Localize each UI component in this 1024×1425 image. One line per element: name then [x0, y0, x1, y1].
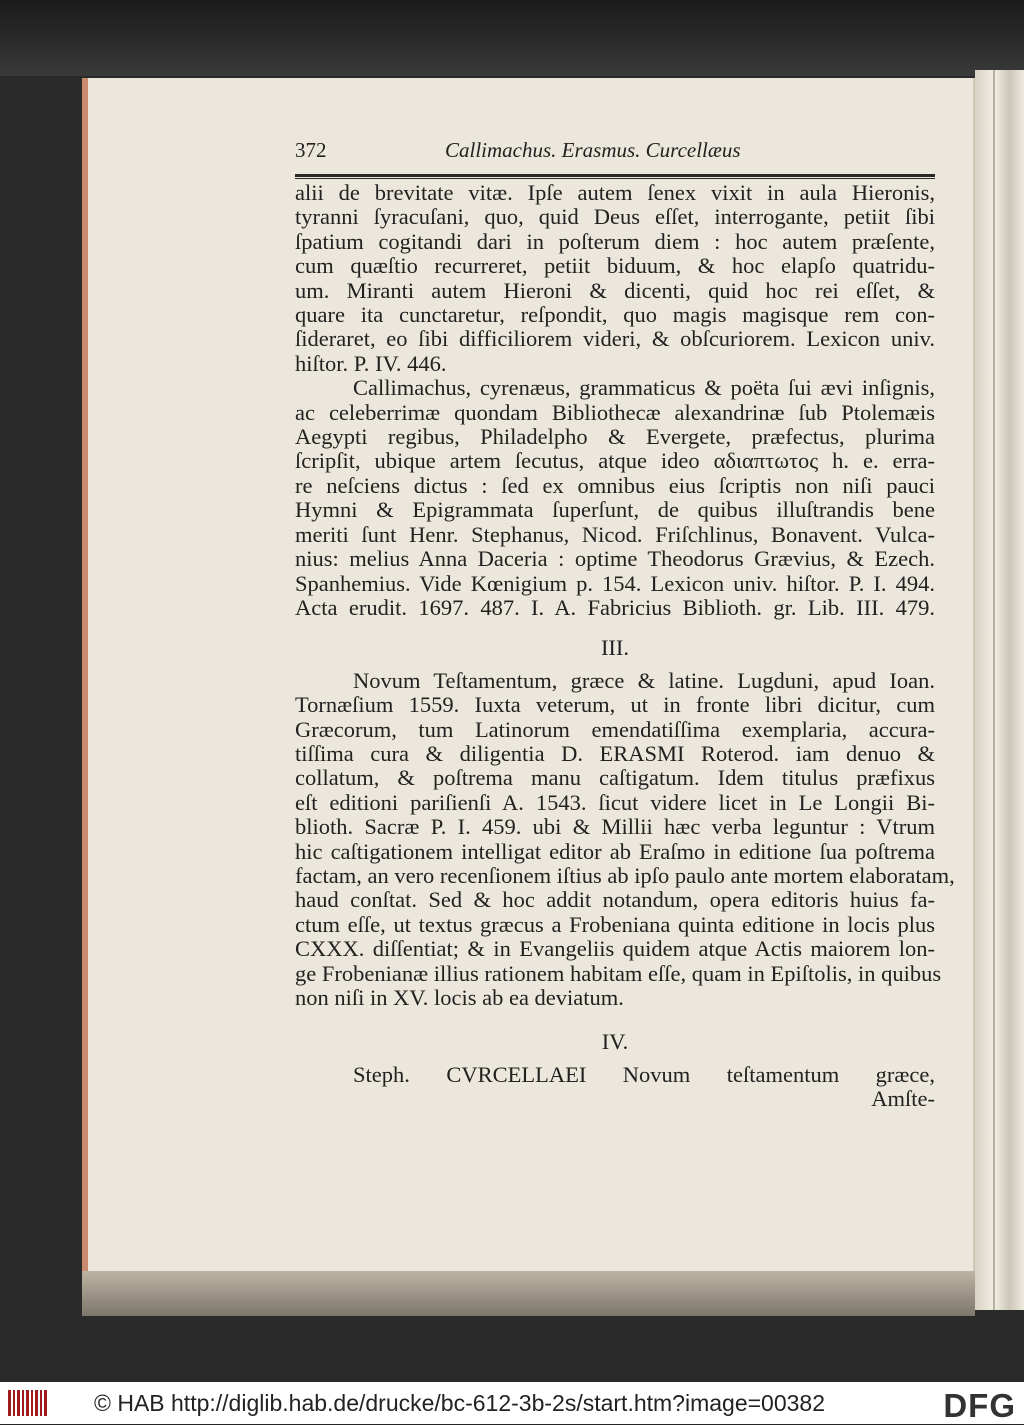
text-line: Steph. CVRCELLAEI Novum teſtamentum græce,: [353, 1061, 935, 1087]
text-line: tyranni ſyracuſani, quo, quid Deus eſſet, interrogante, petiit ſibi: [295, 204, 935, 230]
text-line: ſideraret, eo ſibi difficiliorem videri, & obſcuriorem. Lexicon univ.: [295, 326, 935, 352]
text-line: cum quæſtio recurreret, petiit biduum, & hoc elapſo quatridu-: [295, 253, 935, 279]
text-line: Acta erudit. 1697. 487. I. A. Fabricius Biblioth. gr. Lib. III. 479.: [295, 594, 935, 620]
text-line: nius: melius Anna Daceria : optime Theodorus Grævius, & Ezech.: [295, 546, 935, 572]
text-line: Novum Teſtamentum, græce & latine. Lugduni, apud Ioan.: [353, 667, 935, 693]
copyright-link[interactable]: © HAB http://diglib.hab.de/drucke/bc-612-3b-2s/start.htm?image=00382: [94, 1389, 826, 1416]
text-line: meriti ſunt Henr. Stephanus, Nicod. Friſchlinus, Bonavent. Vulca-: [295, 521, 935, 547]
text-line: blioth. Sacræ P. I. 459. ubi & Millii hæc verba leguntur : Vtrum: [295, 814, 935, 840]
dfg-logo: DFG: [943, 1387, 1016, 1424]
text-line: quare ita cunctaretur, reſpondit, quo magis magisque rem con-: [295, 302, 935, 328]
text-line: Aegypti regibus, Philadelpho & Evergete, præfectus, plurima: [295, 424, 935, 450]
paragraph-4: [295, 1063, 935, 1112]
text-line: eſt editioni pariſienſi A. 1543. ſicut videre licet in Le Longii Bi-: [295, 789, 935, 815]
viewer-footer: [0, 1382, 1024, 1424]
section-heading-4: IV.: [601, 1029, 629, 1055]
running-head: [295, 138, 935, 174]
page-shadow: [82, 1271, 975, 1316]
text-line: Hymni & Epigrammata ſuperſunt, de quibus illuſtrandis bene: [295, 497, 935, 523]
text-line: ctum eſſe, ut textus græcus a Frobeniana quinta editione in locis plus: [295, 911, 935, 937]
section-heading-3: III.: [600, 635, 630, 661]
text-line: CXXX. diſſentiat; & in Evangeliis quidem atque Actis maiorem lon-: [295, 936, 935, 962]
text-line: Callimachus, cyrenæus, grammaticus & poëta ſui ævi inſignis,: [353, 375, 935, 401]
text-line: hiſtor. P. IV. 446.: [295, 350, 447, 376]
text-line: factam, an vero recenſionem iſtius ab ipſo paulo ante mortem elaboratam,: [295, 862, 955, 888]
text-line: ſcripſit, ubique artem ſecutus, atque ideo αδιαπτωτος h. e. erra-: [295, 448, 935, 474]
paragraph-3: [295, 667, 955, 1011]
page-text: [295, 138, 955, 1112]
text-line: ſpatium cogitandi dari in poſterum diem : hoc autem præſente,: [295, 228, 935, 254]
text-line: tiſſima cura & diligentia D. ERASMI Roterod. iam denuo &: [295, 740, 935, 766]
text-line: um. Miranti autem Hieroni & dicenti, quid hoc rei eſſet, &: [295, 277, 935, 303]
head-rule: [295, 174, 935, 179]
text-line: Spanhemius. Vide Kœnigium p. 154. Lexicon univ. hiſtor. P. I. 494.: [295, 570, 935, 596]
text-line: hic caſtigationem intelligat editor ab Eraſmo in editione ſua poſtrema: [295, 838, 935, 864]
text-line: haud conſtat. Sed & hoc addit notandum, opera editoris huius fa-: [295, 887, 935, 913]
text-line: Tornæſium 1559. Iuxta veterum, ut in fronte libri dicitur, cum: [295, 692, 935, 718]
text-line: ge Frobenianæ illius rationem habitam eſſe, quam in Epiſtolis, in quibus: [295, 960, 942, 986]
text-line: re neſciens dictus : ſed ex omnibus eius ſcriptis non niſi pauci: [295, 472, 935, 498]
text-line: ac celeberrimæ quondam Bibliothecæ alexandrinæ ſub Ptolemæis: [295, 399, 935, 425]
catchword: Amſte-: [871, 1086, 935, 1112]
hab-barcode-icon: [8, 1390, 48, 1416]
text-line: non niſi in XV. locis ab ea deviatum.: [295, 985, 624, 1010]
text-line: collatum, & poſtrema manu caſtigatum. Idem titulus præfixus: [295, 765, 935, 791]
paragraph-1: [295, 181, 935, 376]
running-title: Callimachus. Erasmus. Curcellæus: [445, 138, 741, 162]
paragraph-2: [295, 376, 935, 620]
text-line: Græcorum, tum Latinorum emendatiſſima exemplaria, accura-: [295, 716, 935, 742]
page-number: 372: [295, 138, 327, 162]
following-pages-edge: [975, 70, 1024, 1310]
text-line: alii de brevitate vitæ. Ipſe autem ſenex vixit in aula Hieronis,: [295, 180, 935, 205]
